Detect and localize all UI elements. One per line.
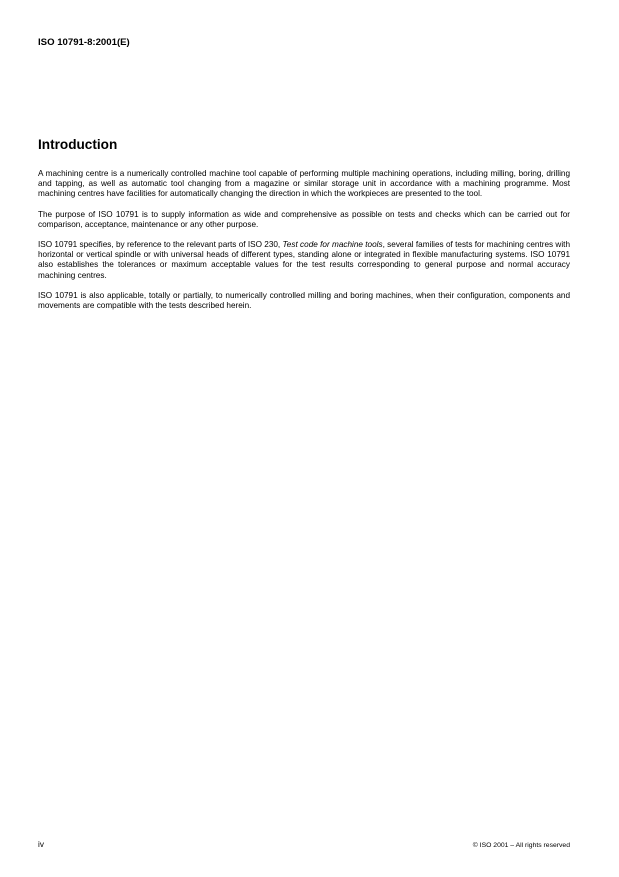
- paragraph-purpose: The purpose of ISO 10791 is to supply information as wide and comprehensive as possible on tests and checks which can be carried out for comparison, acceptance, maintenance or any other purpose.: [38, 209, 570, 229]
- introduction-body: [38, 169, 570, 321]
- copyright-notice: © ISO 2001 – All rights reserved: [472, 842, 570, 849]
- paragraph-scope-reference-title: Test code for machine tools: [282, 240, 383, 250]
- paragraph-scope: [38, 240, 570, 281]
- document-identifier: ISO 10791-8:2001(E): [38, 37, 130, 48]
- paragraph-scope-text-after: , several families of tests for machining centres with horizontal or vertical spindle or with universal heads of different types, standing alone or integrated in flexible manufacturing systems. ISO 10791 also establishes the tolerances or maximum acceptable values for the test results corresponding to general purpose and normal accuracy machining centres.: [38, 240, 570, 280]
- section-title: Introduction: [38, 137, 118, 152]
- page-number: iv: [38, 840, 44, 849]
- paragraph-applicability: ISO 10791 is also applicable, totally or partially, to numerically controlled milling and boring machines, when their configuration, components and movements are compatible with the tests described herein.: [38, 290, 570, 311]
- paragraph-machining-centre-definition: A machining centre is a numerically controlled machine tool capable of performing multiple machining operations, including milling, boring, drilling and tapping, as well as automatic tool changing from a magazine or similar storage unit in accordance with a machining programme. Most machining centres have facilities for automatically changing the direction in which the workpieces are presented to the tool.: [38, 169, 570, 199]
- paragraph-scope-text-before: ISO 10791 specifies, by reference to the relevant parts of ISO 230,: [38, 240, 283, 250]
